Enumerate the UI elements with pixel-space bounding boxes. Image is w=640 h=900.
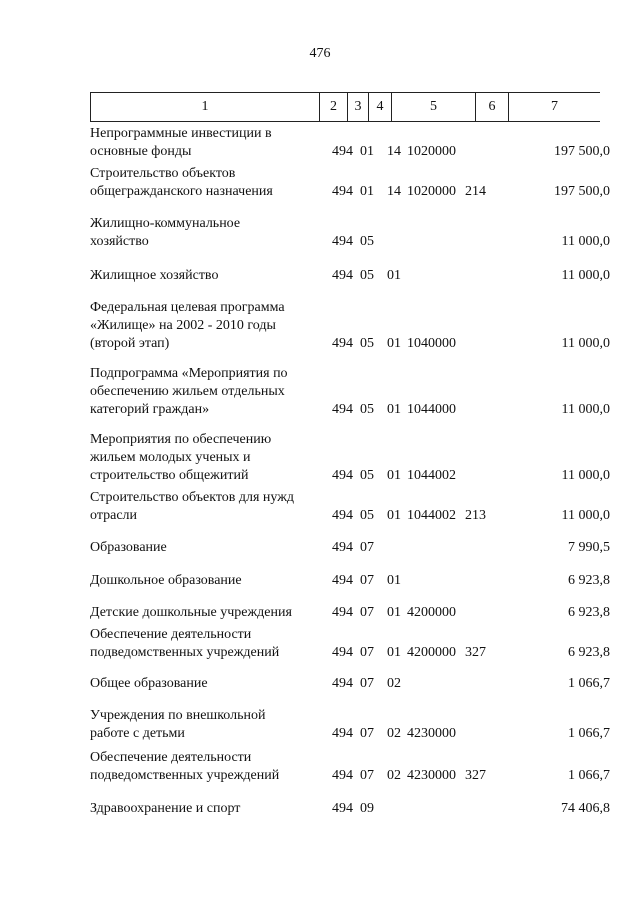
row-description: [90, 125, 320, 161]
row-amount: 1 066,7: [568, 726, 610, 741]
table-row: [0, 539, 640, 557]
row-code-c4: 1020000: [407, 144, 456, 159]
row-description-line: общегражданского назначения: [90, 184, 273, 199]
row-amount: 197 500,0: [554, 144, 610, 159]
row-code-c4: 4230000: [407, 768, 456, 783]
row-description-line: Образование: [90, 540, 167, 555]
row-code-c4: 1040000: [407, 336, 456, 351]
row-code-c2: 05: [360, 508, 374, 523]
row-amount: 11 000,0: [561, 468, 610, 483]
row-code-c5: 327: [465, 645, 486, 660]
table-row: [0, 489, 640, 525]
table-row: [0, 299, 640, 353]
row-amount: 197 500,0: [554, 184, 610, 199]
row-code-c1: 494: [332, 540, 353, 555]
row-description-line: хозяйство: [90, 234, 149, 249]
row-code-c2: 05: [360, 234, 374, 249]
row-description-line: основные фонды: [90, 144, 192, 159]
row-description-line: Мероприятия по обеспечению: [90, 432, 272, 447]
row-description-line: подведомственных учреждений: [90, 645, 280, 660]
row-code-c2: 09: [360, 801, 374, 816]
row-code-c4: 4200000: [407, 605, 456, 620]
row-description-line: Обеспечение деятельности: [90, 627, 252, 642]
row-description: [90, 572, 320, 590]
row-description-line: Обеспечение деятельности: [90, 750, 252, 765]
header-col-6: 6: [476, 93, 509, 122]
row-code-c2: 07: [360, 605, 374, 620]
row-code-c3: 01: [387, 508, 401, 523]
row-description: [90, 675, 320, 693]
row-code-c1: 494: [332, 144, 353, 159]
row-description-line: «Жилище» на 2002 - 2010 годы: [90, 318, 276, 333]
row-code-c2: 05: [360, 468, 374, 483]
row-code-c4: 4230000: [407, 726, 456, 741]
row-code-c2: 07: [360, 540, 374, 555]
row-code-c2: 07: [360, 768, 374, 783]
row-amount: 1 066,7: [568, 676, 610, 691]
row-description-line: Строительство объектов для нужд: [90, 490, 295, 505]
table-row: [0, 365, 640, 419]
row-code-c1: 494: [332, 184, 353, 199]
row-code-c1: 494: [332, 801, 353, 816]
row-code-c2: 07: [360, 676, 374, 691]
table-row: [0, 800, 640, 818]
row-code-c3: 01: [387, 605, 401, 620]
row-code-c1: 494: [332, 768, 353, 783]
row-description: [90, 299, 320, 353]
row-description-line: Федеральная целевая программа: [90, 300, 285, 315]
table-row: [0, 267, 640, 285]
row-code-c3: 02: [387, 768, 401, 783]
table-row: [0, 604, 640, 622]
row-description-line: жильем молодых ученых и: [90, 450, 251, 465]
row-amount: 1 066,7: [568, 768, 610, 783]
row-code-c1: 494: [332, 726, 353, 741]
row-code-c3: 01: [387, 268, 401, 283]
row-code-c3: 02: [387, 676, 401, 691]
table-row: [0, 675, 640, 693]
row-description: [90, 267, 320, 285]
row-code-c2: 07: [360, 726, 374, 741]
row-code-c3: 02: [387, 726, 401, 741]
row-description-line: категорий граждан»: [90, 402, 210, 417]
row-description: [90, 604, 320, 622]
row-code-c1: 494: [332, 468, 353, 483]
row-description-line: подведомственных учреждений: [90, 768, 280, 783]
header-col-5: 5: [392, 93, 476, 122]
row-amount: 11 000,0: [561, 508, 610, 523]
row-code-c1: 494: [332, 605, 353, 620]
row-code-c2: 07: [360, 573, 374, 588]
row-description-line: Строительство объектов: [90, 166, 236, 181]
row-description-line: обеспечению жильем отдельных: [90, 384, 285, 399]
row-amount: 7 990,5: [568, 540, 610, 555]
header-col-2: 2: [320, 93, 348, 122]
row-code-c4: 1044002: [407, 468, 456, 483]
row-description: [90, 365, 320, 419]
row-description-line: работе с детьми: [90, 726, 185, 741]
row-code-c1: 494: [332, 402, 353, 417]
table-row: [0, 215, 640, 251]
row-description-line: Учреждения по внешкольной: [90, 708, 266, 723]
row-description-line: строительство общежитий: [90, 468, 249, 483]
row-code-c5: 214: [465, 184, 486, 199]
row-description: [90, 215, 320, 251]
row-code-c3: 14: [387, 184, 401, 199]
row-description-line: Здравоохранение и спорт: [90, 801, 241, 816]
header-col-4: 4: [369, 93, 392, 122]
row-description-line: Дошкольное образование: [90, 573, 242, 588]
row-code-c2: 05: [360, 268, 374, 283]
row-code-c4: 1044002: [407, 508, 456, 523]
header-col-7: 7: [509, 93, 601, 122]
row-code-c1: 494: [332, 508, 353, 523]
row-code-c4: 4200000: [407, 645, 456, 660]
row-code-c2: 05: [360, 402, 374, 417]
row-code-c3: 01: [387, 336, 401, 351]
row-description-line: (второй этап): [90, 336, 170, 351]
row-amount: 11 000,0: [561, 336, 610, 351]
row-description-line: Подпрограмма «Мероприятия по: [90, 366, 288, 381]
row-description-line: Детские дошкольные учреждения: [90, 605, 292, 620]
row-code-c1: 494: [332, 676, 353, 691]
row-amount: 11 000,0: [561, 234, 610, 249]
row-code-c2: 01: [360, 184, 374, 199]
row-description: [90, 800, 320, 818]
row-code-c2: 05: [360, 336, 374, 351]
row-description: [90, 489, 320, 525]
row-code-c1: 494: [332, 645, 353, 660]
row-description: [90, 749, 320, 785]
row-code-c1: 494: [332, 573, 353, 588]
row-code-c4: 1020000: [407, 184, 456, 199]
table-row: [0, 626, 640, 662]
table-row: [0, 572, 640, 590]
row-code-c1: 494: [332, 268, 353, 283]
row-code-c2: 01: [360, 144, 374, 159]
row-amount: 11 000,0: [561, 402, 610, 417]
row-code-c3: 14: [387, 144, 401, 159]
row-description: [90, 626, 320, 662]
row-description-line: Жилищно-коммунальное: [90, 216, 241, 231]
row-code-c2: 07: [360, 645, 374, 660]
row-code-c3: 01: [387, 573, 401, 588]
row-description-line: Непрограммные инвестиции в: [90, 126, 272, 141]
table-row: [0, 749, 640, 785]
table-row: [0, 431, 640, 485]
row-amount: 11 000,0: [561, 268, 610, 283]
table-row: [0, 125, 640, 161]
row-code-c3: 01: [387, 468, 401, 483]
row-description-line: Общее образование: [90, 676, 208, 691]
row-code-c3: 01: [387, 402, 401, 417]
row-amount: 74 406,8: [561, 801, 610, 816]
row-code-c4: 1044000: [407, 402, 456, 417]
row-amount: 6 923,8: [568, 605, 610, 620]
row-code-c3: 01: [387, 645, 401, 660]
row-description: [90, 165, 320, 201]
row-code-c5: 213: [465, 508, 486, 523]
header-col-1: 1: [91, 93, 320, 122]
row-code-c1: 494: [332, 234, 353, 249]
row-description-line: Жилищное хозяйство: [90, 268, 219, 283]
row-description-line: отрасли: [90, 508, 138, 523]
row-description: [90, 431, 320, 485]
row-amount: 6 923,8: [568, 645, 610, 660]
table-row: [0, 707, 640, 743]
header-col-3: 3: [348, 93, 369, 122]
row-description: [90, 539, 320, 557]
row-amount: 6 923,8: [568, 573, 610, 588]
row-code-c1: 494: [332, 336, 353, 351]
row-code-c5: 327: [465, 768, 486, 783]
table-row: [0, 165, 640, 201]
page-number: 476: [309, 46, 331, 61]
row-description: [90, 707, 320, 743]
